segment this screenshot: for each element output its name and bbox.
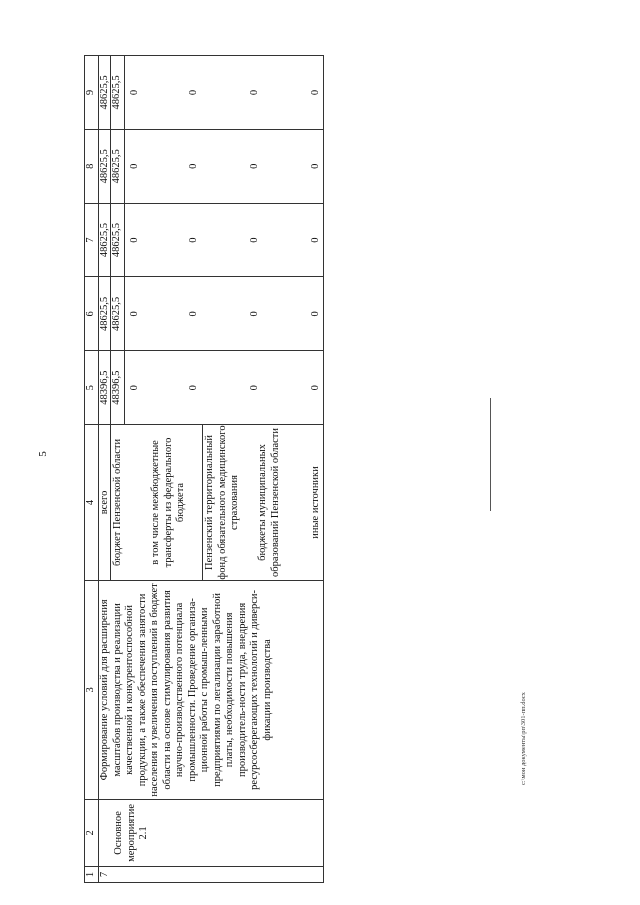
value-cell: 0 bbox=[188, 385, 199, 391]
value-col-5 bbox=[99, 351, 324, 425]
file-path-footer: c:\мои документы\рп\301-пп.docx bbox=[520, 692, 527, 785]
header-cell: 7 bbox=[85, 203, 99, 277]
header-cell: 2 bbox=[85, 799, 99, 866]
value-cell: 48625,5 bbox=[111, 56, 125, 129]
value-cell: 48625,5 bbox=[99, 130, 111, 203]
header-cell: 1 bbox=[85, 866, 99, 882]
source-name: иные источники bbox=[310, 466, 321, 539]
value-col-8 bbox=[99, 129, 324, 203]
value-cell: 0 bbox=[310, 163, 321, 169]
value-cell: 0 bbox=[249, 311, 260, 317]
value-cell: 0 bbox=[129, 89, 140, 96]
value-cell: 0 bbox=[310, 311, 321, 317]
value-cell: 0 bbox=[249, 237, 260, 243]
value-cell: 0 bbox=[249, 163, 260, 169]
value-cell: 48625,5 bbox=[111, 130, 125, 203]
value-cell: 0 bbox=[310, 89, 321, 96]
value-cell: 0 bbox=[310, 237, 321, 243]
header-cell: 6 bbox=[85, 277, 99, 351]
value-cell: 0 bbox=[188, 237, 199, 243]
row-number: 7 bbox=[99, 866, 324, 882]
value-cell: 48396,5 bbox=[99, 351, 111, 424]
value-cell: 0 bbox=[129, 163, 140, 169]
rotated-table-container bbox=[84, 55, 454, 883]
value-cell: 48625,5 bbox=[111, 204, 125, 277]
value-cell: 48625,5 bbox=[99, 56, 111, 129]
source-name: в том числе межбюджетные трансферты из федерального бюджета bbox=[150, 425, 203, 580]
header-cell: 4 bbox=[85, 425, 99, 581]
value-cell: 0 bbox=[188, 311, 199, 317]
event-name: Основное мероприятие 2.1 bbox=[99, 799, 324, 866]
header-cell: 5 bbox=[85, 351, 99, 425]
source-name: Пензенский территориальный фонд обязательного медицинского страхования bbox=[204, 425, 240, 580]
funding-table bbox=[84, 55, 324, 883]
value-col-9 bbox=[99, 56, 324, 130]
source-name: всего bbox=[99, 425, 111, 580]
value-cell: 0 bbox=[129, 311, 140, 317]
header-row bbox=[85, 56, 99, 883]
value-cell: 0 bbox=[310, 385, 321, 391]
value-cell: 0 bbox=[129, 385, 140, 391]
value-cell: 0 bbox=[188, 89, 199, 96]
header-cell: 8 bbox=[85, 129, 99, 203]
header-cell: 3 bbox=[85, 580, 99, 799]
source-name: бюджеты муниципальных образований Пензенской области bbox=[257, 428, 281, 577]
value-col-7 bbox=[99, 203, 324, 277]
value-cell: 0 bbox=[249, 385, 260, 391]
value-cell: 48625,5 bbox=[111, 278, 125, 351]
table-row bbox=[99, 56, 324, 883]
source-name: бюджет Пензенской области bbox=[112, 438, 123, 567]
value-cell: 0 bbox=[129, 237, 140, 243]
value-col-6 bbox=[99, 277, 324, 351]
event-description: Формирование условий для расширения масштабов производства и реализации качественной и конкурентоспособной продукции, а также обеспечения занятости населения и увеличения поступлений в бюджет области на основе стимулирования развития научно-производственного потенциала промышленности. Проведение организа-ционной работы с промыш-ленными предприятиями по легализации заработной платы, необходимости повышения производитель-ности труда, внедрения ресурсосберегающих технологий и диверси-фикации производства bbox=[99, 580, 324, 799]
header-cell: 9 bbox=[85, 56, 99, 130]
value-cell: 48625,5 bbox=[99, 204, 111, 277]
page-number: 5 bbox=[36, 451, 49, 457]
value-cell: 48396,5 bbox=[111, 351, 125, 424]
value-cell: 0 bbox=[249, 89, 260, 96]
value-cell: 48625,5 bbox=[99, 278, 111, 351]
funding-sources bbox=[99, 425, 324, 581]
separator-line bbox=[490, 398, 491, 511]
value-cell: 0 bbox=[188, 163, 199, 169]
